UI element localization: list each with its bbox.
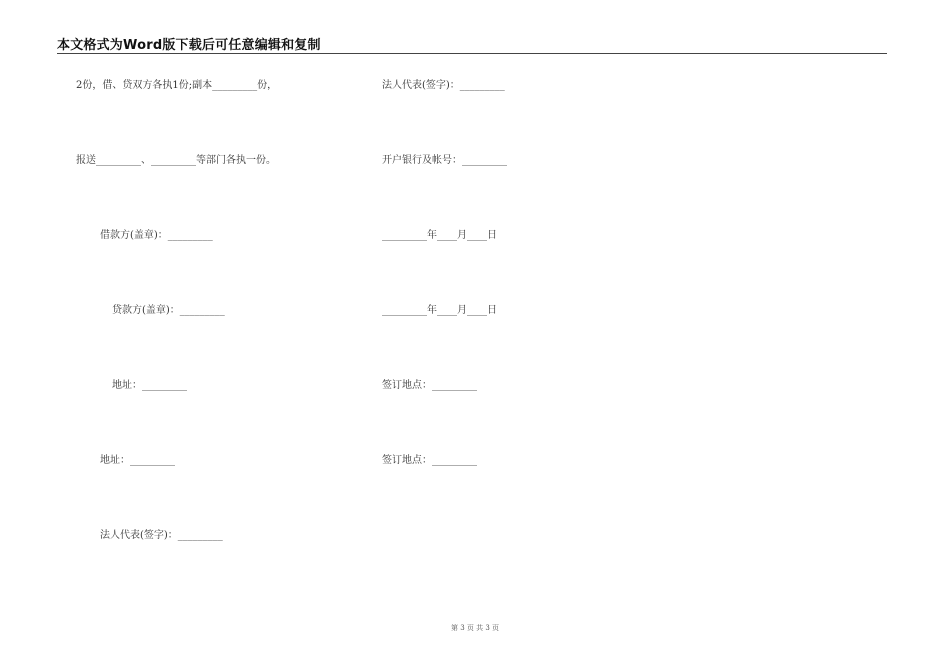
- borrower-seal-line: 借款方(盖章)：_________: [100, 230, 213, 241]
- legal-rep-line-left: 法人代表(签字)：_________: [100, 530, 223, 541]
- lender-seal-line: 贷款方(盖章)：_________: [112, 305, 225, 316]
- date-line-2: _________年____月____日: [382, 305, 497, 316]
- report-line: 报送_________、_________等部门各执一份。: [76, 155, 276, 166]
- address-line-2: 地址：_________: [100, 455, 175, 466]
- legal-rep-line-right: 法人代表(签字)：_________: [382, 80, 505, 91]
- sign-place-line-1: 签订地点：_________: [382, 380, 477, 391]
- header-divider: [57, 53, 887, 54]
- address-line-1: 地址：_________: [112, 380, 187, 391]
- date-line-1: _________年____月____日: [382, 230, 497, 241]
- sign-place-line-2: 签订地点：_________: [382, 455, 477, 466]
- document-header-title: 本文格式为Word版下载后可任意编辑和复制: [57, 38, 321, 53]
- bank-account-line: 开户银行及帐号：_________: [382, 155, 507, 166]
- page-footer: 第 3 页 共 3 页: [450, 624, 500, 632]
- copies-line: 2份，借、贷双方各执1份;副本_________份，: [76, 80, 278, 91]
